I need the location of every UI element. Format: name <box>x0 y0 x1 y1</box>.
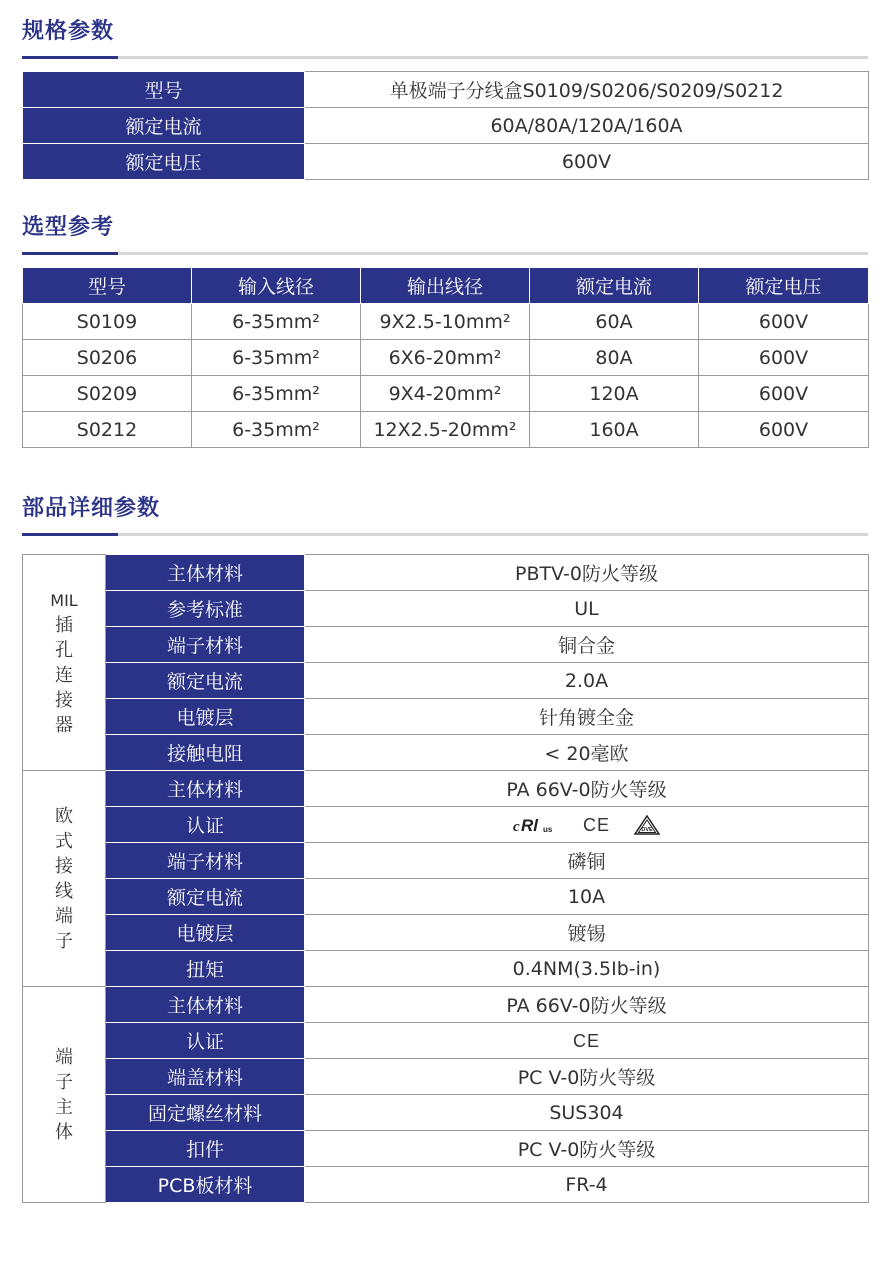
table-cell: 6-35mm² <box>192 412 361 448</box>
group-label-char: MIL <box>50 590 78 610</box>
table-row <box>23 843 869 879</box>
section-title-selection: 选型参考 <box>22 215 115 240</box>
table-row <box>23 412 869 448</box>
table-row <box>23 108 869 144</box>
param-value: 0.4NM(3.5Ib-in) <box>305 951 869 987</box>
table-cell: 600V <box>699 412 869 448</box>
group-label-char: 接 <box>55 855 73 877</box>
cert-icons <box>305 1023 869 1059</box>
table-cell: 9X2.5-10mm² <box>361 304 530 340</box>
selection-table <box>22 267 869 448</box>
param-value: PC V-0防火等级 <box>305 1059 869 1095</box>
group-label-char: 子 <box>55 930 73 952</box>
param-value: SUS304 <box>305 1095 869 1131</box>
ul-recognized-mark-icon <box>513 816 559 834</box>
table-row <box>23 627 869 663</box>
table-row <box>23 304 869 340</box>
table-row <box>23 1023 869 1059</box>
param-value: < 20毫欧 <box>305 735 869 771</box>
group-label-char: 子 <box>55 1071 73 1093</box>
section-title-parts: 部品详细参数 <box>22 496 161 521</box>
title-rule-spec <box>22 56 868 59</box>
table-cell: S0212 <box>23 412 192 448</box>
table-row <box>23 915 869 951</box>
table-row <box>23 807 869 843</box>
table-cell: 160A <box>530 412 699 448</box>
param-value: 针角镀全金 <box>305 699 869 735</box>
group-label-char: 线 <box>55 880 73 902</box>
param-value: PA 66V-0防火等级 <box>305 987 869 1023</box>
param-label: 电镀层 <box>106 915 305 951</box>
param-label: 主体材料 <box>106 555 305 591</box>
param-label: 接触电阻 <box>106 735 305 771</box>
table-row <box>23 951 869 987</box>
param-label: 固定螺丝材料 <box>106 1095 305 1131</box>
group-label-char: 端 <box>55 1046 73 1068</box>
param-value: FR-4 <box>305 1167 869 1203</box>
table-cell: 9X4-20mm² <box>361 376 530 412</box>
spec-label: 型号 <box>23 72 305 108</box>
param-label: 扣件 <box>106 1131 305 1167</box>
spec-value: 单极端子分线盒S0109/S0206/S0209/S0212 <box>305 72 869 108</box>
group-label-char: 欧 <box>55 805 73 827</box>
table-cell: S0209 <box>23 376 192 412</box>
column-header: 额定电压 <box>699 268 869 304</box>
table-cell: S0206 <box>23 340 192 376</box>
column-header: 输出线径 <box>361 268 530 304</box>
table-cell: 600V <box>699 376 869 412</box>
svg-text:Rl: Rl <box>520 816 538 834</box>
title-accent <box>22 56 118 59</box>
param-label: 端盖材料 <box>106 1059 305 1095</box>
table-row <box>23 987 869 1023</box>
table-cell: 6X6-20mm² <box>361 340 530 376</box>
table-row <box>23 376 869 412</box>
param-value: 10A <box>305 879 869 915</box>
param-value: 镀锡 <box>305 915 869 951</box>
table-row <box>23 144 869 180</box>
param-label: PCB板材料 <box>106 1167 305 1203</box>
param-label: 认证 <box>106 1023 305 1059</box>
group-label-char: 接 <box>55 689 73 711</box>
spec-value: 600V <box>305 144 869 180</box>
table-cell: 80A <box>530 340 699 376</box>
table-row <box>23 1167 869 1203</box>
param-value: 磷铜 <box>305 843 869 879</box>
param-label: 端子材料 <box>106 627 305 663</box>
param-label: 电镀层 <box>106 699 305 735</box>
title-accent <box>22 533 118 536</box>
table-row <box>23 771 869 807</box>
table-cell: 600V <box>699 340 869 376</box>
param-label: 额定电流 <box>106 879 305 915</box>
vde-mark-icon <box>634 815 660 835</box>
param-label: 端子材料 <box>106 843 305 879</box>
table-row <box>23 663 869 699</box>
group-label-euro-terminal <box>23 771 106 987</box>
group-label-char: 孔 <box>55 639 73 661</box>
group-label-mil-connector <box>23 555 106 771</box>
table-row <box>23 735 869 771</box>
ce-mark-icon: CE <box>572 1030 600 1051</box>
group-label-char: 主 <box>55 1096 73 1118</box>
cert-icons <box>305 807 869 843</box>
svg-text:us: us <box>542 825 553 834</box>
table-cell: 6-35mm² <box>192 340 361 376</box>
svg-text:c: c <box>512 819 520 834</box>
column-header: 输入线径 <box>192 268 361 304</box>
group-label-terminal-body <box>23 987 106 1203</box>
table-row <box>23 1131 869 1167</box>
table-cell: 6-35mm² <box>192 376 361 412</box>
table-header-row <box>23 268 869 304</box>
table-row <box>23 340 869 376</box>
spec-label: 额定电流 <box>23 108 305 144</box>
table-row <box>23 555 869 591</box>
title-rule-selection <box>22 252 868 255</box>
param-label: 认证 <box>106 807 305 843</box>
group-label-char: 端 <box>55 905 73 927</box>
param-value: PA 66V-0防火等级 <box>305 771 869 807</box>
table-row <box>23 879 869 915</box>
svg-text:DVE: DVE <box>641 827 653 833</box>
group-label-char: 式 <box>55 830 73 852</box>
section-title-spec: 规格参数 <box>22 19 115 44</box>
group-label-char: 连 <box>55 664 73 686</box>
title-accent <box>22 252 118 255</box>
group-label-char: 体 <box>55 1121 73 1143</box>
table-cell: 120A <box>530 376 699 412</box>
table-cell: 12X2.5-20mm² <box>361 412 530 448</box>
title-rule-parts <box>22 533 868 536</box>
table-cell: 6-35mm² <box>192 304 361 340</box>
column-header: 型号 <box>23 268 192 304</box>
spec-label: 额定电压 <box>23 144 305 180</box>
param-label: 主体材料 <box>106 987 305 1023</box>
table-row <box>23 72 869 108</box>
table-cell: S0109 <box>23 304 192 340</box>
param-value: UL <box>305 591 869 627</box>
table-row <box>23 1059 869 1095</box>
param-value: PBTV-0防火等级 <box>305 555 869 591</box>
param-label: 主体材料 <box>106 771 305 807</box>
table-cell: 60A <box>530 304 699 340</box>
param-label: 参考标准 <box>106 591 305 627</box>
group-label-char: 器 <box>55 714 73 736</box>
spec-value: 60A/80A/120A/160A <box>305 108 869 144</box>
parts-table <box>22 554 869 1203</box>
table-row <box>23 591 869 627</box>
table-row <box>23 1095 869 1131</box>
param-label: 扭矩 <box>106 951 305 987</box>
param-value: 铜合金 <box>305 627 869 663</box>
column-header: 额定电流 <box>530 268 699 304</box>
table-cell: 600V <box>699 304 869 340</box>
ce-mark-icon: CE <box>582 814 610 835</box>
param-value: PC V-0防火等级 <box>305 1131 869 1167</box>
param-label: 额定电流 <box>106 663 305 699</box>
spec-table <box>22 71 869 180</box>
param-value: 2.0A <box>305 663 869 699</box>
group-label-char: 插 <box>55 614 73 636</box>
table-row <box>23 699 869 735</box>
